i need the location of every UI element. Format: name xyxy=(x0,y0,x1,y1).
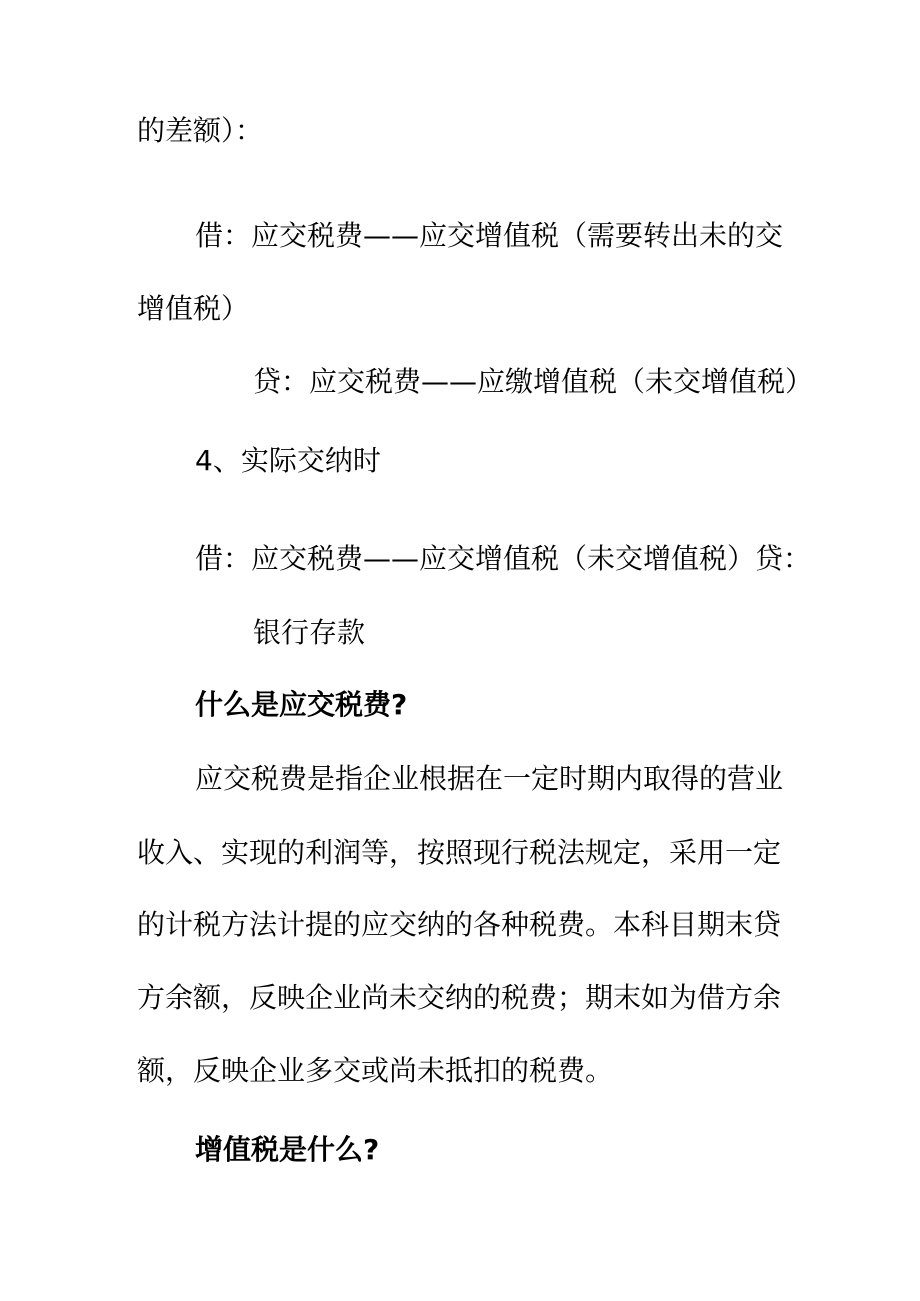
debit-entry-line: 借：应交税费——应交增值税（需要转出未的交 xyxy=(195,219,784,252)
paragraph-line: 额，反映企业多交或尚未抵扣的税费。 xyxy=(137,1054,614,1087)
credit-entry-line: 贷：应交税费——应缴增值税（未交增值税） xyxy=(253,365,814,398)
paragraph-line: 的计税方法计提的应交纳的各种税费。本科目期末贷 xyxy=(137,908,782,941)
section-heading: 什么是应交税费? xyxy=(195,688,408,721)
paragraph-line: 应交税费是指企业根据在一定时期内取得的营业 xyxy=(195,762,784,795)
text-line: 银行存款 xyxy=(253,616,366,649)
text-line: 的差额）： xyxy=(137,114,264,147)
text-line: 增值税） xyxy=(137,292,250,325)
section-heading: 增值税是什么? xyxy=(195,1133,380,1166)
debit-entry-line: 借：应交税费——应交增值税（未交增值税）贷： xyxy=(195,542,812,575)
step-heading: 4、实际交纳时 xyxy=(195,444,381,477)
paragraph-line: 收入、实现的利润等，按照现行税法规定，采用一定 xyxy=(137,836,782,869)
paragraph-line: 方余额，反映企业尚未交纳的税费；期末如为借方余 xyxy=(137,981,782,1014)
